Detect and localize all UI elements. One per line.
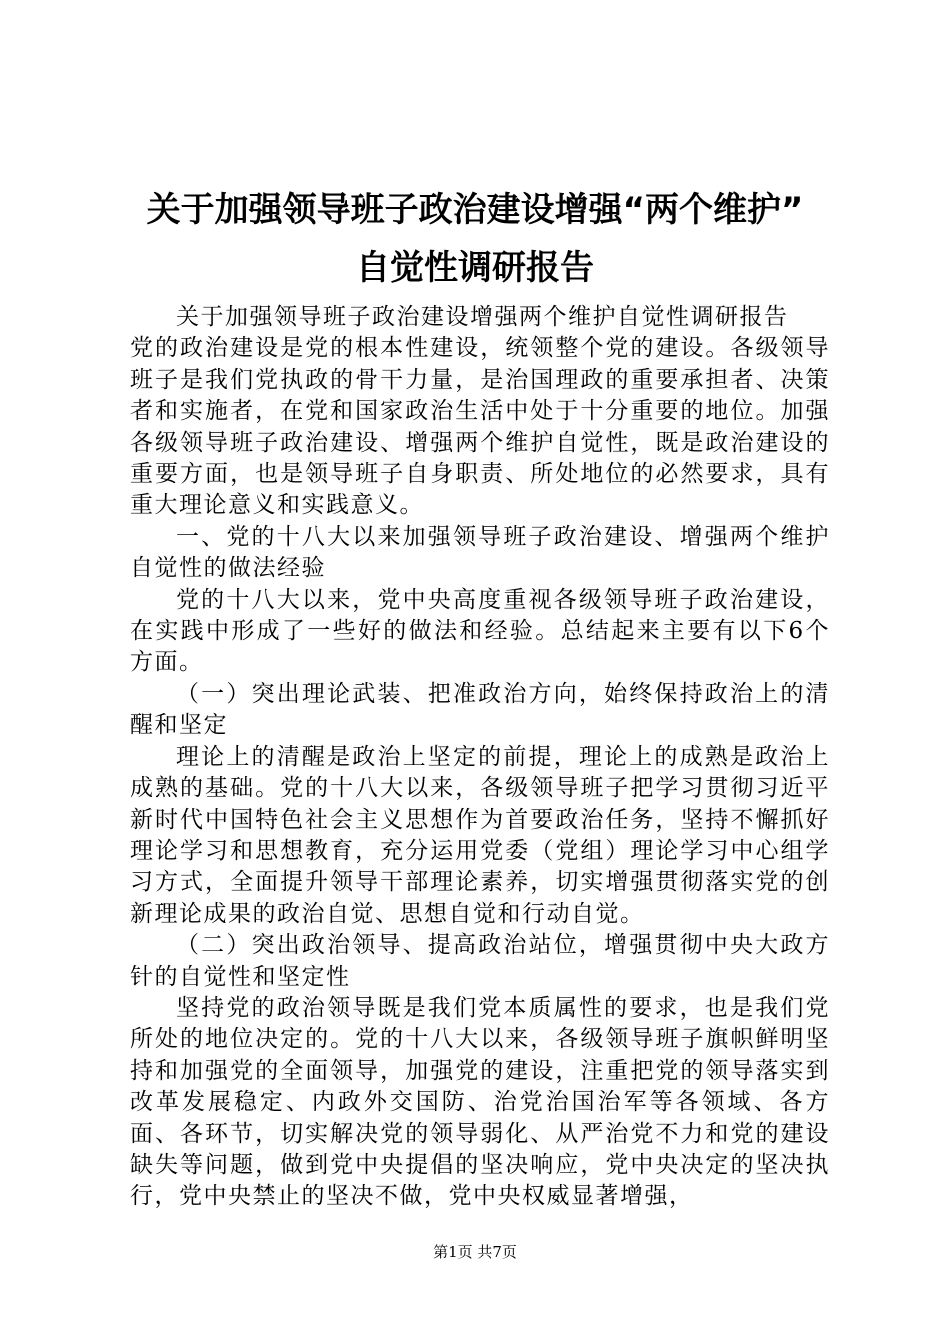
document-body [130, 302, 830, 1213]
paragraph-subsection-1: 理论上的清醒是政治上坚定的前提，理论上的成熟是政治上成熟的基础。党的十八大以来，各级领导班子把学习贯彻习近平新时代中国特色社会主义思想作为首要政治任务，坚持不懈抓好理论学习和思想教育，充分运用党委（党组）理论学习中心组学习方式，全面提升领导干部理论素养，切实增强贯彻落实党的创新理论成果的政治自觉、思想自觉和行动自觉。 [130, 743, 830, 927]
section-heading-1: 一、党的十八大以来加强领导班子政治建设、增强两个维护自觉性的做法经验 [130, 523, 830, 582]
page-number-footer: 第1页 共7页 [433, 1243, 517, 1261]
document-title-line-2: 自觉性调研报告 [356, 248, 594, 288]
paragraph-report-heading: 关于加强领导班子政治建设增强两个维护自觉性调研报告 [176, 304, 789, 330]
subsection-heading-2: （二）突出政治领导、提高政治站位，增强贯彻中央大政方针的自觉性和坚定性 [130, 932, 830, 990]
paragraph-subsection-2: 坚持党的政治领导既是我们党本质属性的要求，也是我们党所处的地位决定的。党的十八大以来，各级领导班子旗帜鲜明坚持和加强党的全面领导，加强党的建设，注重把党的领导落实到改革发展稳定、内政外交国防、治党治国治军等各领域、各方面、各环节，切实解决党的领导弱化、从严治党不力和党的建设缺失等问题，做到党中央提倡的坚决响应，党中央决定的坚决执行，党中央禁止的坚决不做，党中央权威显著增强， [130, 994, 830, 1210]
paragraph-intro: 党的政治建设是党的根本性建设，统领整个党的建设。各级领导班子是我们党执政的骨干力量，是治国理政的重要承担者、决策者和实施者，在党和国家政治生活中处于十分重要的地位。加强各级领导班子政治建设、增强两个维护自觉性，既是政治建设的重要方面，也是领导班子自身职责、所处地位的必然要求，具有重大理论意义和实践意义。 [130, 335, 830, 519]
paragraph-section-1: 党的十八大以来，党中央高度重视各级领导班子政治建设，在实践中形成了一些好的做法和经验。总结起来主要有以下6个方面。 [130, 586, 830, 676]
document-title-line-1: 关于加强领导班子政治建设增强“两个维护” [146, 190, 804, 230]
subsection-heading-1: （一）突出理论武装、把准政治方向，始终保持政治上的清醒和坚定 [130, 680, 830, 739]
